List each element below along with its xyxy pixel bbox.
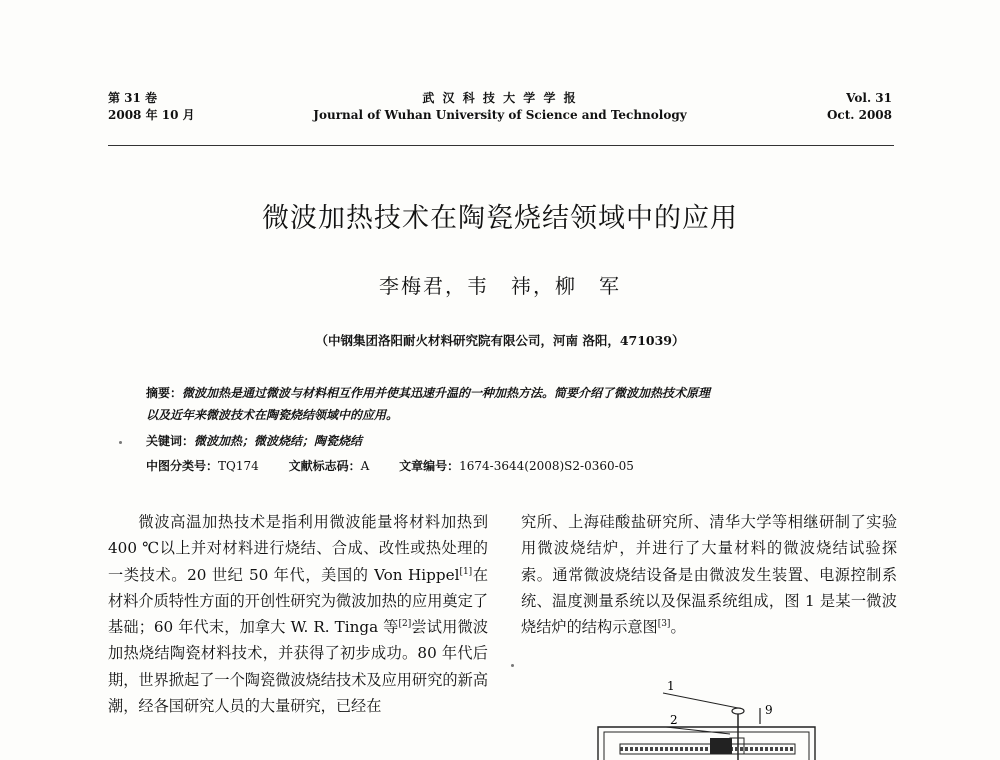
journal-name-en: Journal of Wuhan University of Science and Technology xyxy=(313,108,687,122)
citation-1: [1] xyxy=(459,566,473,577)
body-paragraph-left: 微波高温加热技术是指利用微波能量将材料加热到 400 ℃以上并对材料进行烧结、合成、改性或热处理的一类技术。20 世纪 50 年代，美国的 Von Hippel[1]在材料介质特性方面的开创性研究为微波加热的应用奠定了基础；60 年代末，加拿大 W. R. Tinga 等[2]尝试用微波加热烧结陶瓷材料技术，并获得了初步成功。80 年代后期，世界掀起了一个陶瓷微波烧结技术及应用研究的新高潮，经各国研究人员的大量研究，已经在 xyxy=(108,513,489,716)
figure-label-9: 9 xyxy=(765,703,773,717)
abstract-line-1 xyxy=(146,384,710,402)
article-affiliation: （中钢集团洛阳耐火材料研究院有限公司，河南 洛阳，471039） xyxy=(315,333,685,348)
crucible xyxy=(730,738,744,754)
date-cn: 2008 年 10 月 xyxy=(108,108,195,122)
scan-speck xyxy=(119,441,122,444)
header-center xyxy=(300,90,700,124)
article-title: 微波加热技术在陶瓷烧结领域中的应用 xyxy=(262,203,738,234)
classification-line xyxy=(146,457,634,475)
journal-name-cn: 武 汉 科 技 大 学 学 报 xyxy=(422,91,578,105)
scan-speck xyxy=(511,664,514,667)
doc-code-value: A xyxy=(360,459,370,473)
class-label: 中图分类号： xyxy=(146,459,219,473)
body-paragraph-right: 究所、上海硅酸盐研究所、清华大学等相继研制了实验用微波烧结炉，并进行了大量材料的微波烧结试验探索。通常微波烧结设备是由微波发生装置、电源控制系统、温度测量系统以及保温系统组成，图 1 是某一微波烧结炉的结构示意图[3]。 xyxy=(521,513,897,637)
keywords-line xyxy=(146,432,362,450)
abstract-line-2 xyxy=(146,406,398,424)
volume-en: Vol. 31 xyxy=(846,91,892,105)
sample-holder xyxy=(710,738,732,754)
citation-2: [2] xyxy=(398,619,412,630)
date-en: Oct. 2008 xyxy=(826,108,892,122)
body-column-left xyxy=(108,509,488,719)
header-left xyxy=(108,90,195,124)
leader-line-2 xyxy=(666,727,730,734)
volume-cn: 第 31 卷 xyxy=(108,91,158,105)
article-authors: 李梅君，韦 祎，柳 军 xyxy=(379,274,621,298)
abstract-text-1: 微波加热是通过微波与材料相互作用并使其迅速升温的一种加热方法。简要介绍了微波加热技术原理 xyxy=(182,386,711,400)
furnace-inner-wall xyxy=(604,732,809,760)
body-column-right xyxy=(521,509,897,640)
doc-code-label: 文献标志码： xyxy=(288,459,361,473)
header-rule xyxy=(108,145,894,146)
abstract-label: 摘要： xyxy=(146,386,183,400)
keywords-text: 微波加热；微波烧结；陶瓷烧结 xyxy=(194,434,363,448)
article-no-value: 1674-3644(2008)S2-0360-05 xyxy=(459,459,634,473)
header-right xyxy=(827,90,892,124)
keywords-label: 关键词： xyxy=(146,434,195,448)
figure-furnace-diagram xyxy=(560,672,850,760)
citation-3: [3] xyxy=(657,619,671,630)
article-no-label: 文章编号： xyxy=(399,459,460,473)
top-fitting xyxy=(732,708,744,714)
abstract-text-2: 以及近年来微波技术在陶瓷烧结领域中的应用。 xyxy=(146,408,399,422)
class-value: TQ174 xyxy=(218,459,259,473)
leader-line-1 xyxy=(663,693,738,708)
figure-label-2: 2 xyxy=(670,713,678,727)
figure-label-1: 1 xyxy=(667,679,675,693)
